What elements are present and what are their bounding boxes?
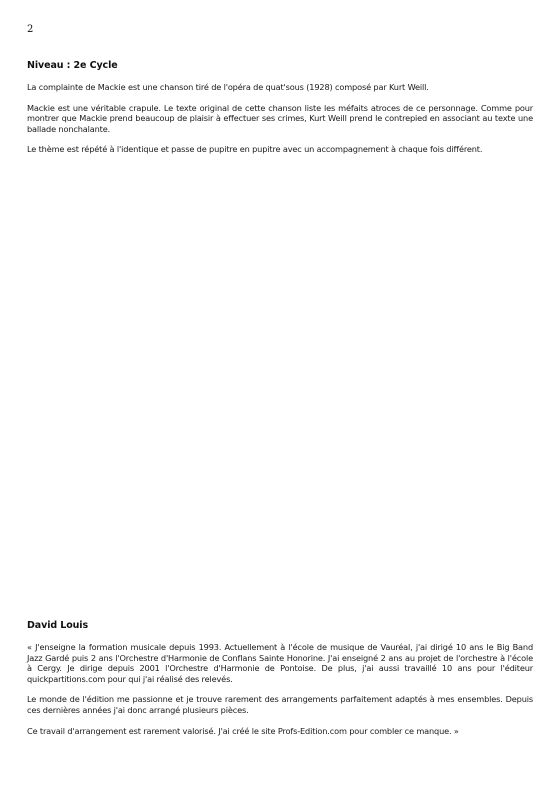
author-paragraph-closing: Ce travail d'arrangement est rarement valorisé. J'ai créé le site Profs-Edition.com pour combler ce manque. » [27,725,459,736]
level-paragraph-description: Mackie est une véritable crapule. Le texte original de cette chanson liste les méfaits atroces de ce personnage. Comme pour montrer que Mackie prend beaucoup de plaisir à effectuer ses crimes, Kurt Weill prend le contrepied en associant au texte une ballade nonchalante. [27,102,533,134]
level-paragraph-origin: La complainte de Mackie est une chanson tiré de l'opéra de quat'sous (1928) composé par Kurt Weill. [27,82,429,92]
author-heading: David Louis [27,620,89,631]
page-number: 2 [27,24,34,35]
author-paragraph-edition: Le monde de l'édition me passionne et je trouve rarement des arrangements parfaitement adaptés à mes ensembles. Depuis ces dernières années j'ai donc arrangé plusieurs pièces. [27,694,533,715]
level-heading: Niveau : 2e Cycle [27,60,118,71]
author-section [27,620,533,746]
level-paragraph-theme: Le thème est répété à l'identique et passe de pupitre en pupitre avec un accompagnement à chaque fois différent. [27,144,483,155]
level-section [27,60,533,165]
author-paragraph-bio: « J'enseigne la formation musicale depuis 1993. Actuellement à l'école de musique de Vauréal, j'ai dirigé 10 ans le Big Band Jazz Gardé puis 2 ans l'Orchestre d'Harmonie de Conflans Sainte Honorine. J'ai enseigné 2 ans au projet de l'orchestre à l'école à Cergy. Je dirige depuis 2001 l'Orchestre d'Harmonie de Pontoise. De plus, j'ai aussi travaillé 10 ans pour l'éditeur quickpartitions.com pour qui j'ai réalisé des relevés. [27,642,533,684]
